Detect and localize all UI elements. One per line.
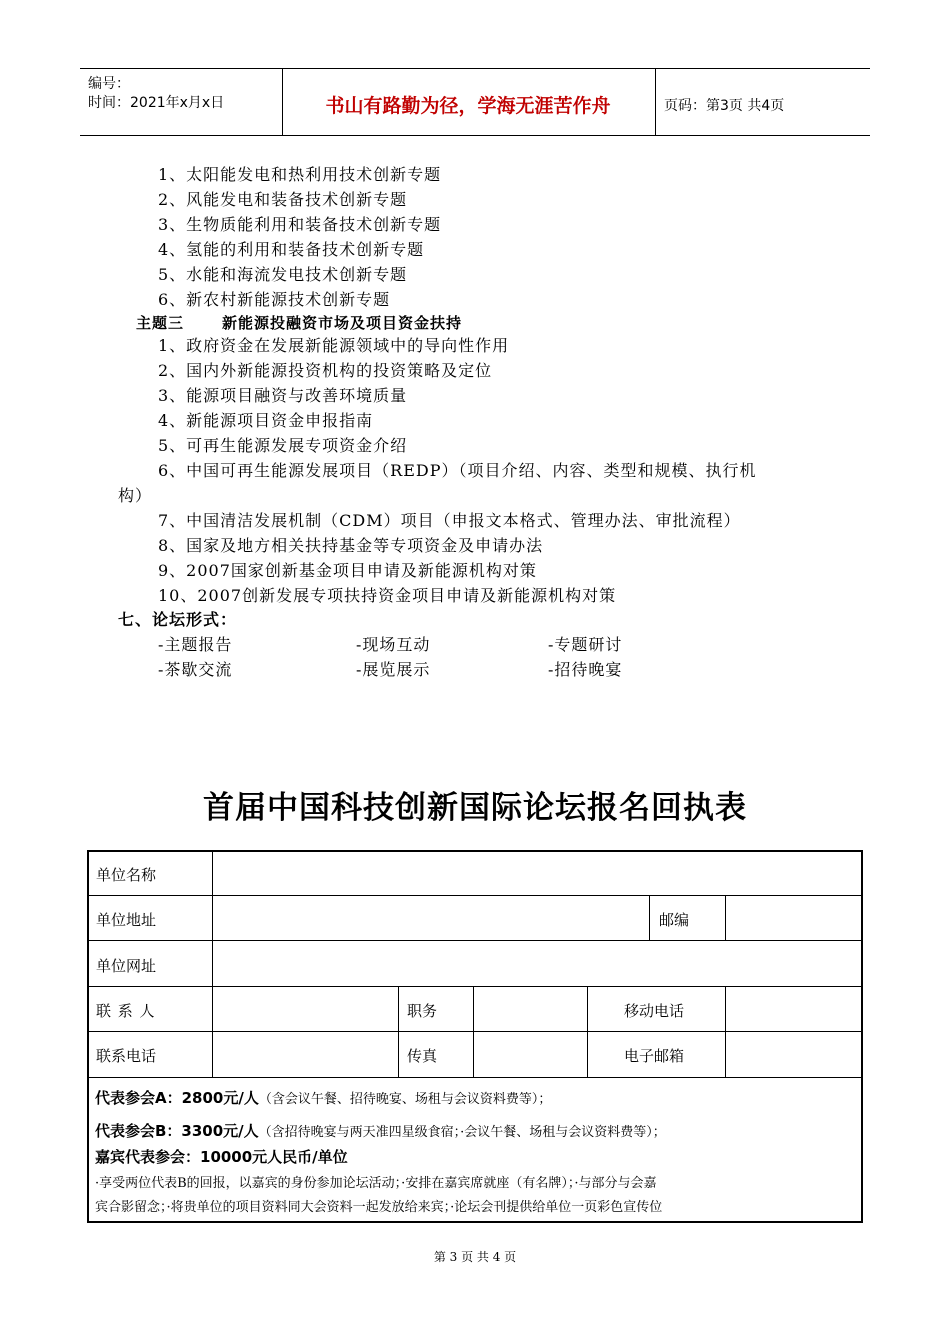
list-item: 3、生物质能利用和装备技术创新专题 <box>158 215 442 234</box>
list-item: 6、新农村新能源技术创新专题 <box>158 290 391 309</box>
position-label: 职务 <box>407 1002 438 1020</box>
list-item: 5、可再生能源发展专项资金介绍 <box>158 436 408 455</box>
list-item: 9、2007国家创新基金项目申请及新能源机构对策 <box>158 561 537 580</box>
table-rule <box>87 940 863 941</box>
table-rule <box>212 851 213 1077</box>
fee-b-title: 代表参会B：3300元/人 <box>95 1122 259 1140</box>
fee-a <box>95 1087 551 1108</box>
header-page-label: 页码：第3页 共4页 <box>664 98 785 114</box>
table-rule <box>725 986 726 1077</box>
fee-a-title: 代表参会A：2800元/人 <box>95 1089 259 1107</box>
form-item: -专题研讨 <box>548 635 623 654</box>
contact-person-field[interactable] <box>214 988 397 1030</box>
table-rule <box>649 895 650 940</box>
table-rule <box>87 895 863 896</box>
fax-field[interactable] <box>475 1033 586 1076</box>
unit-name-label: 单位名称 <box>96 866 157 884</box>
list-item: 1、太阳能发电和热利用技术创新专题 <box>158 165 442 184</box>
fax-label: 传真 <box>407 1047 438 1065</box>
unit-address-field[interactable] <box>214 897 648 939</box>
header-number-label: 编号： <box>88 76 130 92</box>
list-item: 7、中国清洁发展机制（CDM）项目（申报文本格式、管理办法、审批流程） <box>158 511 741 530</box>
theme3-title: 新能源投融资市场及项目资金扶持 <box>222 314 463 332</box>
position-field[interactable] <box>475 988 586 1030</box>
phone-field[interactable] <box>214 1033 397 1076</box>
postcode-field[interactable] <box>727 897 860 939</box>
list-item: 6、中国可再生能源发展项目（REDP）（项目介绍、内容、类型和规模、执行机 <box>158 461 757 480</box>
list-item: 2、国内外新能源投资机构的投资策略及定位 <box>158 361 493 380</box>
vip-benefits-line1: ·享受两位代表B的回报，以嘉宾的身份参加论坛活动；·安排在嘉宾席就座（有名牌）；·与部分与会嘉 <box>95 1176 657 1191</box>
list-item: 8、国家及地方相关扶持基金等专项资金及申请办法 <box>158 536 544 555</box>
list-item-continuation: 构） <box>118 486 153 505</box>
table-rule <box>87 1077 863 1078</box>
header-motto: 书山有路勤为径，学海无涯苦作舟 <box>325 95 611 117</box>
header-top-rule <box>80 68 870 69</box>
header-date-label: 时间：2021年x月x日 <box>88 95 225 111</box>
form-item: -茶歇交流 <box>158 660 233 679</box>
form-title: 首届中国科技创新国际论坛报名回执表 <box>203 790 747 826</box>
table-rule <box>87 986 863 987</box>
contact-person-label: 联 系 人 <box>96 1002 156 1020</box>
list-item: 3、能源项目融资与改善环境质量 <box>158 386 408 405</box>
vip-fee-title: 嘉宾代表参会：10000元人民币/单位 <box>95 1148 348 1166</box>
vip-fee <box>95 1146 348 1167</box>
list-item: 5、水能和海流发电技术创新专题 <box>158 265 408 284</box>
list-item: 1、政府资金在发展新能源领域中的导向性作用 <box>158 336 510 355</box>
list-item: 2、风能发电和装备技术创新专题 <box>158 190 408 209</box>
table-rule <box>398 986 399 1077</box>
unit-website-label: 单位网址 <box>96 957 157 975</box>
table-rule <box>473 986 474 1077</box>
table-rule <box>587 986 588 1077</box>
list-item: 4、氢能的利用和装备技术创新专题 <box>158 240 425 259</box>
postcode-label: 邮编 <box>659 911 690 929</box>
form-item: -招待晚宴 <box>548 660 623 679</box>
form-item: -现场互动 <box>356 635 431 654</box>
header-bottom-rule <box>80 135 870 136</box>
unit-name-field[interactable] <box>214 853 860 894</box>
vip-benefits-line2: 宾合影留念；·将贵单位的项目资料同大会资料一起发放给来宾；·论坛会刊提供给单位一页彩色宣传位 <box>95 1200 663 1215</box>
mobile-label: 移动电话 <box>624 1002 685 1020</box>
header-divider-right <box>655 69 656 135</box>
fee-b-note: （含招待晚宴与两天准四星级食宿；·会议午餐、场租与会议资料费等）； <box>258 1125 666 1140</box>
fee-a-note: （含会议午餐、招待晚宴、场租与会议资料费等）； <box>258 1092 552 1107</box>
form-item: -主题报告 <box>158 635 233 654</box>
list-item: 10、2007创新发展专项扶持资金项目申请及新能源机构对策 <box>158 586 617 605</box>
form-item: -展览展示 <box>356 660 431 679</box>
unit-address-label: 单位地址 <box>96 911 157 929</box>
table-rule <box>87 1031 863 1032</box>
email-label: 电子邮箱 <box>624 1047 685 1065</box>
list-item: 4、新能源项目资金申报指南 <box>158 411 374 430</box>
table-rule <box>725 895 726 940</box>
theme3-label: 主题三 <box>136 314 185 332</box>
fee-b <box>95 1120 666 1141</box>
page-footer: 第 3 页 共 4 页 <box>433 1250 517 1264</box>
section7-title: 七、论坛形式： <box>118 610 238 629</box>
email-field[interactable] <box>727 1033 860 1076</box>
phone-label: 联系电话 <box>96 1047 157 1065</box>
mobile-field[interactable] <box>727 988 860 1030</box>
unit-website-field[interactable] <box>214 942 860 985</box>
